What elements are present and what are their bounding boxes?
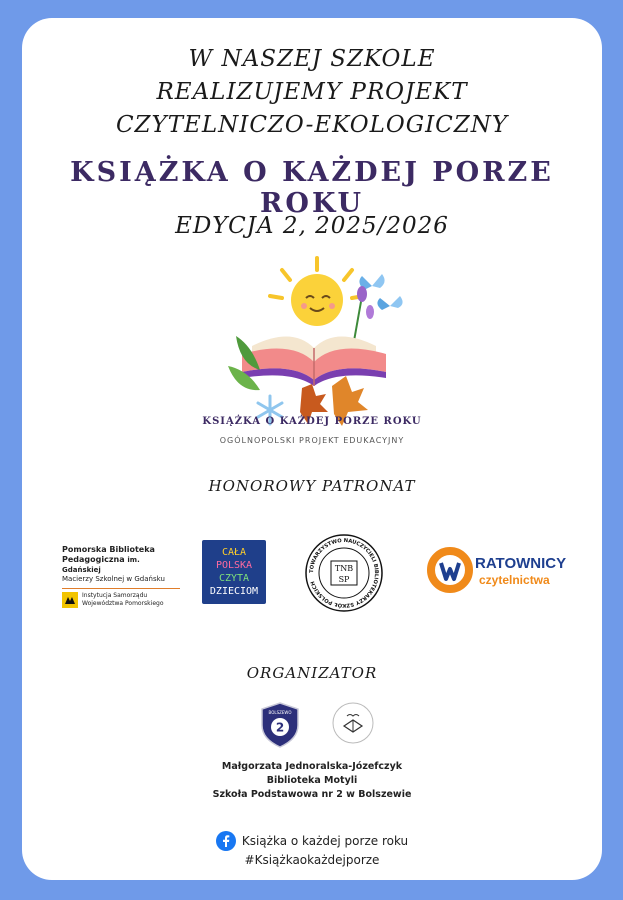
tnbsp-ring-text: TOWARZYSTWO NAUCZYCIELI BIBLIOTEKARZY SZKÓŁ POLSKICH [308,537,380,609]
cpcd-word-2: POLSKA [215,560,253,571]
project-logo-illustration [222,256,407,436]
pbp-divider [62,588,180,589]
ratownicy-name: RATOWNICY [475,555,567,572]
tnbsp-mono-top: TNB [334,564,354,573]
pomorskie-crest-icon [62,592,78,608]
pbp-name-line-2: Pedagogiczna [62,555,125,564]
biblioteka-motyli-logo [332,702,374,744]
facebook-row[interactable] [22,831,602,851]
pbp-name-line-3: Macierzy Szkolnej w Gdańsku [62,575,165,583]
facebook-icon[interactable] [216,831,236,851]
cpcd-logo [202,540,266,604]
poster-card [22,18,602,880]
logo-subtitle: OGÓLNOPOLSKI PROJEKT EDUKACYJNY [219,436,405,445]
school-badge-logo [260,702,300,748]
intro-line-1: W NASZEJ SZKOLE [188,46,436,72]
organizer-library: Biblioteka Motyli [266,775,358,786]
ratownicy-ring-icon [427,545,473,595]
pbp-inst-line-2: Województwa Pomorskiego [82,600,164,607]
patronage-heading: HONOROWY PATRONAT [208,477,416,495]
intro-line-3: CZYTELNICZO-EKOLOGICZNY [115,112,509,138]
pbp-name-line-1: Pomorska Biblioteka [62,545,155,554]
open-book-icon [242,336,386,386]
sun-icon [270,258,364,326]
hashtag: #Książkaokażdejporze [244,853,380,867]
pbp-logo [62,545,180,615]
project-title: KSIĄŻKA O KAŻDEJ PORZE ROKU [70,157,554,219]
facebook-page-name[interactable]: Książka o każdej porze roku [241,834,409,848]
ratownicy-logo [427,545,567,599]
organizer-school: Szkoła Podstawowa nr 2 w Bolszewie [212,789,412,800]
cpcd-word-3: CZYTA [218,573,250,584]
logo-title: KSIĄŻKA O KAŻDEJ PORZE ROKU [202,416,422,427]
organizer-heading: ORGANIZATOR [246,664,378,682]
tnbsp-seal-logo [304,533,384,613]
organizer-name: Małgorzata Jednoralska-Józefczyk [221,761,403,772]
edition-label: EDYCJA 2, 2025/2026 [175,213,449,239]
tnbsp-mono-bottom: SP [338,575,350,584]
badge-number: 2 [275,720,285,735]
pbp-name-line-2-rest: im. Gdańskiej [62,556,140,574]
badge-top-text: BOLSZEWO [268,710,292,715]
pbp-inst-line-1: Instytucja Samorządu [82,592,148,599]
flower-icon [354,286,374,341]
ratownicy-sub: czytelnictwa [479,573,550,587]
cpcd-word-4: DZIECIOM [209,586,259,597]
cpcd-word-1: CAŁA [221,547,247,558]
intro-line-2: REALIZUJEMY PROJEKT [156,79,468,105]
